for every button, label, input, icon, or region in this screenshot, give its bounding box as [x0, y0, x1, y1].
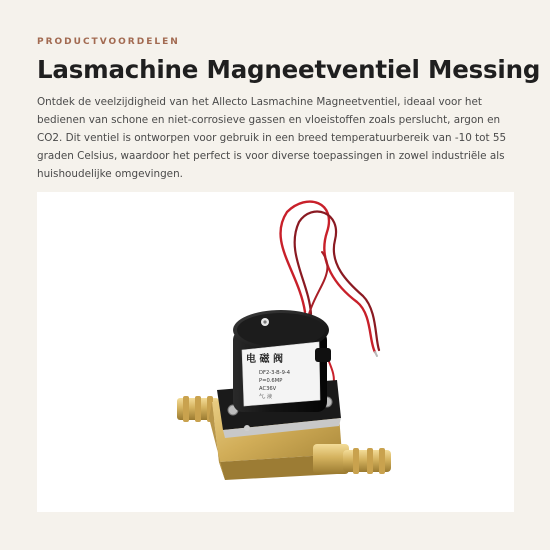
label-chinese: 电 磁 阀 [246, 354, 283, 365]
label-pressure: P=0.6MP [259, 378, 283, 384]
solenoid-coil [233, 310, 329, 412]
label-model: DF2-3-B-9-4 [259, 370, 291, 376]
label-media: 气, 液 [259, 394, 273, 400]
section-eyebrow: PRODUCTVOORDELEN [37, 37, 180, 47]
label-voltage: AC36V [259, 386, 277, 392]
page-title: Lasmachine Magneetventiel Messing [37, 55, 541, 84]
right-hose-barb [343, 448, 391, 474]
solenoid-valve-illustration [37, 192, 514, 512]
product-image [37, 192, 514, 512]
coil-label [242, 342, 320, 406]
wire-grommet [315, 348, 331, 362]
product-description: Ontdek de veelzijdigheid van het Allecto Lasmachine Magneetventiel, ideaal voor het bedienen van schone en niet-corrosieve gassen en vloeistoffen zoals perslucht, argon en CO2. Dit ventiel is ontworpen voor gebruik in een breed temperatuurbereik van -10 tot 55 graden Celsius, waardoor het perfect is voor diverse toepassingen in zowel industriële als huishoudelijke omgevingen. [37, 96, 507, 180]
